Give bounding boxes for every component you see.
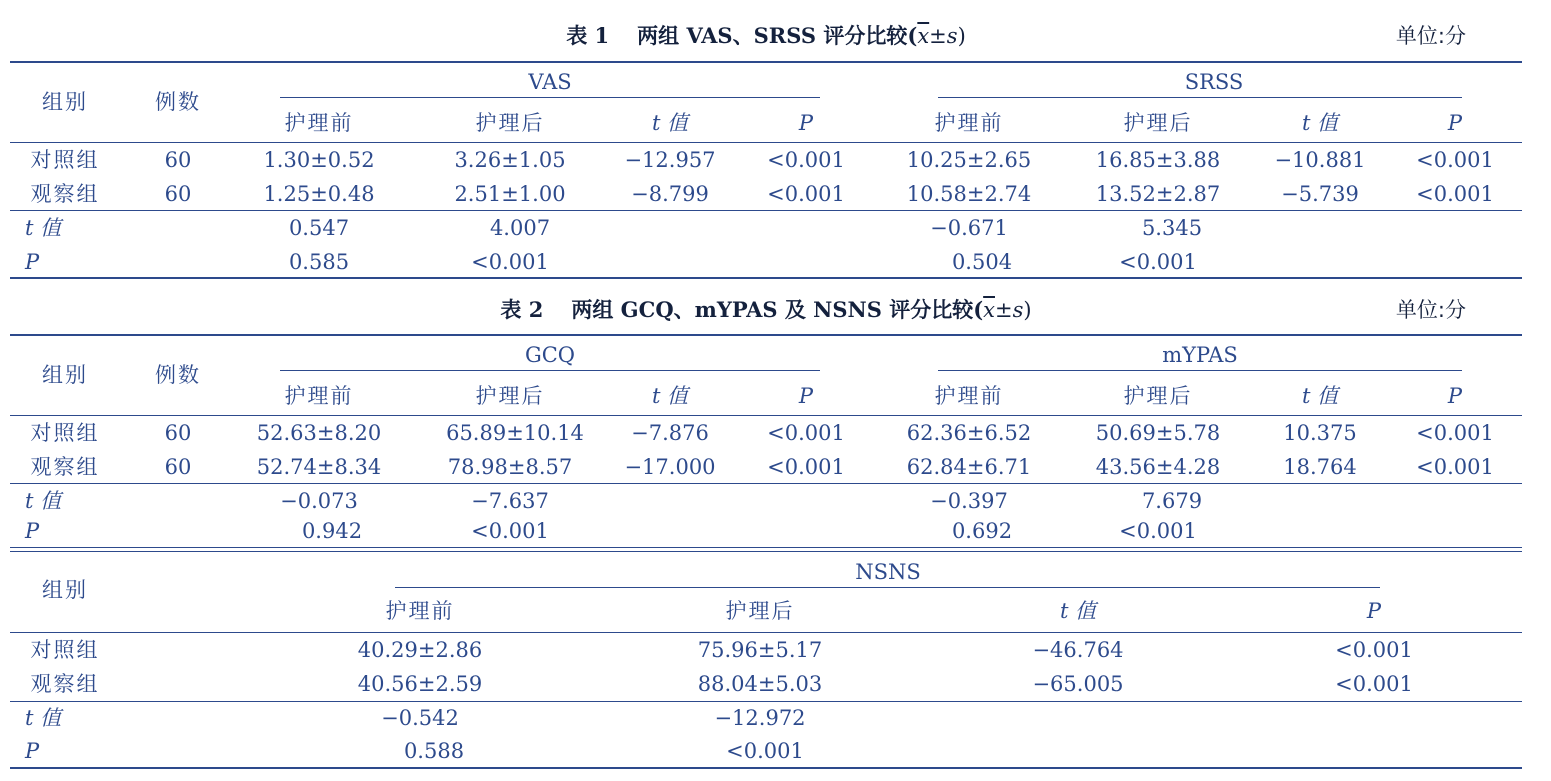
table2-unit: 单位:分 [1395, 298, 1466, 322]
table3-span-nsns: NSNS [855, 560, 921, 584]
table2-row2-c2: 78.98±8.57 [447, 455, 573, 479]
table2-row1-group: 对照组 [30, 421, 100, 445]
table1-t-c5: −0.671 [930, 216, 1008, 240]
table1-sub-p-1: P [798, 111, 814, 135]
table2-group-header: 组别 [42, 363, 88, 387]
table3-row1-c4: <0.001 [1335, 638, 1413, 662]
table1-pm: ± [929, 24, 947, 48]
table2-row2-c4: <0.001 [767, 455, 845, 479]
table1-sub-t-2: t 值 [1301, 111, 1339, 135]
table2-title: 两组 GCQ、mYPAS 及 NSNS 评分比较( [571, 297, 984, 322]
table2-t-c1: −0.073 [280, 489, 358, 513]
table3-p-c1: 0.588 [403, 739, 465, 763]
table1-row1-group: 对照组 [30, 148, 100, 172]
table2-span-mypas: mYPAS [1162, 343, 1238, 367]
table1-number: 表 1 [566, 23, 610, 48]
table2-header-rule [10, 415, 1522, 416]
table1-row1-c4: <0.001 [767, 148, 845, 172]
table2-row1-c3: −7.876 [631, 421, 709, 445]
table1-row2-group: 观察组 [30, 182, 100, 206]
table1-row2-c6: 13.52±2.87 [1095, 182, 1221, 206]
table2-sub-p-2: P [1447, 384, 1463, 408]
table1-body-rule [10, 210, 1522, 211]
table1-row2-c2: 2.51±1.00 [454, 182, 566, 206]
table2-row1-c8: <0.001 [1416, 421, 1494, 445]
table1-p-c5: 0.504 [951, 250, 1013, 274]
table2-body-rule [10, 483, 1522, 484]
table2-t-c5: −0.397 [930, 489, 1008, 513]
table2-close: ) [1023, 298, 1032, 322]
table1-bottom-rule [10, 277, 1522, 279]
table2-row1-c1: 52.63±8.20 [256, 421, 382, 445]
table3-sub-after: 护理后 [725, 599, 795, 623]
table2-row2-c5: 62.84±6.71 [906, 455, 1032, 479]
table1-p-c2: <0.001 [471, 250, 549, 274]
table1-p-c6: <0.001 [1119, 250, 1197, 274]
table1-row2-n: 60 [164, 182, 192, 206]
table2-row2-c3: −17.000 [624, 455, 716, 479]
table3-row2-c4: <0.001 [1335, 672, 1413, 696]
table1-t-c1: 0.547 [288, 216, 350, 240]
table2-p-c2: <0.001 [471, 519, 549, 543]
table1-span-rule-1 [280, 97, 820, 98]
table2-row1-n: 60 [164, 421, 192, 445]
table2-span-rule-2 [938, 370, 1462, 371]
table3-row2-c3: −65.005 [1032, 672, 1124, 696]
table2-number: 表 2 [500, 297, 544, 322]
table3-row2-c1: 40.56±2.59 [357, 672, 483, 696]
table1-t-c6: 5.345 [1141, 216, 1203, 240]
table1-sub-before-2: 护理前 [934, 111, 1004, 135]
table2-row2-c1: 52.74±8.34 [256, 455, 382, 479]
table3-header-rule [10, 632, 1522, 633]
table2-s: s [1012, 298, 1024, 322]
table2-pm: ± [994, 298, 1013, 322]
table2-row1-c7: 10.375 [1283, 421, 1357, 445]
table3-sub-p: P [1366, 599, 1382, 623]
table2-row2-group: 观察组 [30, 455, 100, 479]
table1-top-rule [10, 61, 1522, 63]
table3-p-c2: <0.001 [726, 739, 804, 763]
table1-unit: 单位:分 [1395, 24, 1466, 48]
table1-row2-c1: 1.25±0.48 [263, 182, 375, 206]
table2-top-rule [10, 334, 1522, 336]
table1-sub-after-1: 护理后 [475, 111, 545, 135]
table2-p-c5: 0.692 [951, 519, 1013, 543]
table3-t-c2: −12.972 [714, 706, 806, 730]
table3-t-label: t 值 [25, 706, 62, 730]
table3-bottom-rule [10, 767, 1522, 769]
table1-count-header: 例数 [155, 90, 201, 114]
table2-row1-c2: 65.89±10.14 [446, 421, 584, 445]
table3-sub-t: t 值 [1059, 599, 1097, 623]
table2-count-header: 例数 [155, 363, 201, 387]
table2-t-c6: 7.679 [1141, 489, 1203, 513]
table2-caption [10, 294, 1522, 324]
table2-p-c1: 0.942 [301, 519, 363, 543]
table1-sub-after-2: 护理后 [1123, 111, 1193, 135]
table1-p-label: P [25, 250, 40, 274]
table1-t-label: t 值 [25, 216, 62, 240]
table2-row2-c6: 43.56±4.28 [1095, 455, 1221, 479]
table1-span-rule-2 [938, 97, 1462, 98]
table1-s: s [946, 24, 958, 48]
table1-row2-c8: <0.001 [1416, 182, 1494, 206]
table1-sub-t-1: t 值 [651, 111, 689, 135]
table3-group-header: 组别 [42, 578, 88, 602]
table2-span-gcq: GCQ [524, 343, 576, 367]
table2-bottom-rule-b [10, 551, 1522, 552]
table1-row1-c3: −12.957 [624, 148, 716, 172]
table3-p-label: P [25, 739, 40, 763]
table2-row1-c5: 62.36±6.52 [906, 421, 1032, 445]
table1-row1-n: 60 [164, 148, 192, 172]
table3-row1-c1: 40.29±2.86 [357, 638, 483, 662]
table2-bottom-rule-a [10, 547, 1522, 548]
table1-row2-c3: −8.799 [631, 182, 709, 206]
table2-sub-before-1: 护理前 [284, 384, 354, 408]
table2-row2-c8: <0.001 [1416, 455, 1494, 479]
table1-row2-c4: <0.001 [767, 182, 845, 206]
table3-row2-c2: 88.04±5.03 [697, 672, 823, 696]
table1-close: ) [957, 24, 966, 48]
table1-sub-p-2: P [1447, 111, 1463, 135]
table2-row2-n: 60 [164, 455, 192, 479]
table1-row1-c5: 10.25±2.65 [906, 148, 1032, 172]
table1-span-srss: SRSS [1184, 70, 1244, 94]
table3-sub-before: 护理前 [385, 599, 455, 623]
table2-row1-c6: 50.69±5.78 [1095, 421, 1221, 445]
table3-span-rule [395, 587, 1380, 588]
table3-row1-group: 对照组 [30, 638, 100, 662]
table2-row2-c7: 18.764 [1283, 455, 1357, 479]
table1-row1-c7: −10.881 [1274, 148, 1366, 172]
table1-p-c1: 0.585 [288, 250, 350, 274]
table1-row1-c8: <0.001 [1416, 148, 1494, 172]
table2-sub-p-1: P [798, 384, 814, 408]
table2-span-rule-1 [280, 370, 820, 371]
table3-row1-c2: 75.96±5.17 [697, 638, 823, 662]
table3-row1-c3: −46.764 [1032, 638, 1124, 662]
table2-sub-t-2: t 值 [1301, 384, 1339, 408]
table1-t-c2: 4.007 [489, 216, 551, 240]
table1-title: 两组 VAS、SRSS 评分比较( [637, 23, 918, 48]
table2-xbar: $\overline{x}$ [983, 298, 995, 322]
table3-t-c1: −0.542 [381, 706, 459, 730]
table1-group-header: 组别 [42, 90, 88, 114]
table2-p-label: P [25, 519, 40, 543]
table1-row2-c5: 10.58±2.74 [906, 182, 1032, 206]
table3-body-rule [10, 701, 1522, 702]
table2-sub-t-1: t 值 [651, 384, 689, 408]
table1-sub-before-1: 护理前 [284, 111, 354, 135]
table2-t-label: t 值 [25, 489, 62, 513]
table2-p-c6: <0.001 [1119, 519, 1197, 543]
table1-caption [10, 20, 1522, 50]
table1-row2-c7: −5.739 [1281, 182, 1359, 206]
table1-span-vas: VAS [528, 70, 572, 94]
table1-row1-c1: 1.30±0.52 [263, 148, 375, 172]
table1-xbar: $\overline{x}$ [917, 24, 930, 48]
table1-header-rule [10, 142, 1522, 143]
table1-row1-c6: 16.85±3.88 [1095, 148, 1221, 172]
table2-row1-c4: <0.001 [767, 421, 845, 445]
table2-t-c2: −7.637 [471, 489, 549, 513]
table2-sub-after-2: 护理后 [1123, 384, 1193, 408]
table2-sub-after-1: 护理后 [475, 384, 545, 408]
table1-row1-c2: 3.26±1.05 [454, 148, 566, 172]
table2-sub-before-2: 护理前 [934, 384, 1004, 408]
table3-row2-group: 观察组 [30, 672, 100, 696]
